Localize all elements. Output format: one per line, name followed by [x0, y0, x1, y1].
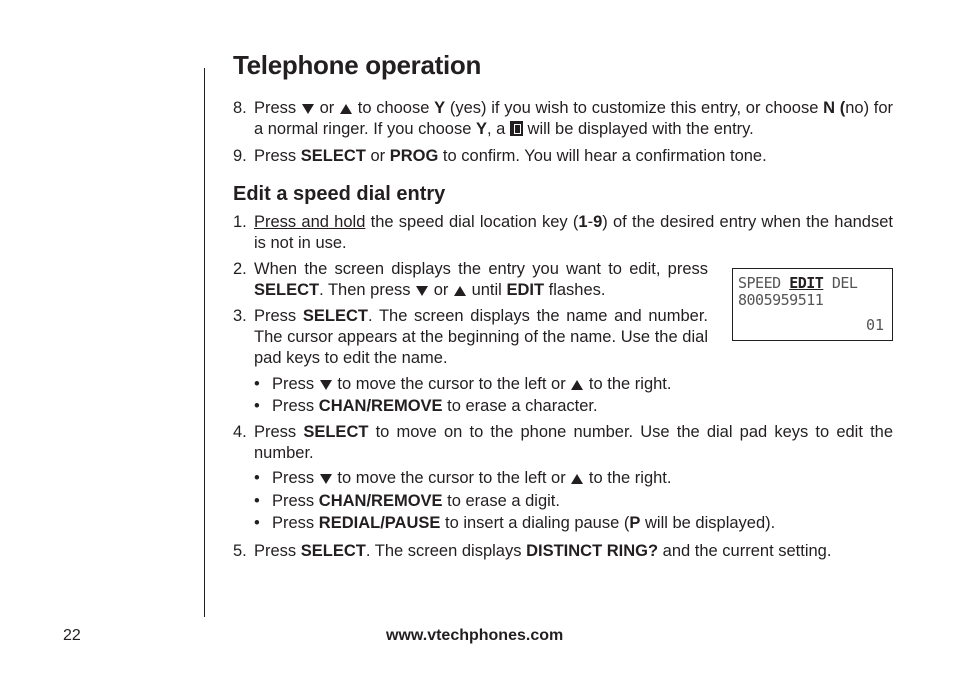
footer-url: www.vtechphones.com: [386, 627, 564, 644]
step-text: When the screen displays the entry you want to edit, press SELECT. Then press or until EDIT flashes.: [254, 260, 708, 299]
step-number: 5.: [233, 542, 247, 560]
margin-rule: [204, 68, 205, 617]
lcd-entry-number: 01: [865, 316, 884, 334]
lcd-edit-highlight: EDIT: [789, 274, 824, 292]
up-arrow-icon: [340, 104, 352, 114]
down-arrow-icon: [320, 474, 332, 484]
lcd-number: 8005959511: [738, 291, 824, 309]
down-arrow-icon: [416, 286, 428, 296]
step-number: 1.: [233, 213, 247, 231]
step-text: Press SELECT. The screen displays DISTINCT RING? and the current setting.: [254, 542, 832, 560]
step-text: Press and hold the speed dial location key (1-9) of the desired entry when the handset is not in use.: [254, 213, 893, 252]
ringer-icon: [510, 121, 523, 136]
page-number: 22: [63, 627, 81, 644]
down-arrow-icon: [320, 380, 332, 390]
step-number: 4.: [233, 423, 247, 441]
step-number: 3.: [233, 307, 247, 325]
down-arrow-icon: [302, 104, 314, 114]
step-number: 8.: [233, 99, 247, 117]
lcd-menu-line: SPEED EDIT DEL: [738, 274, 858, 292]
lcd-screen: [732, 268, 893, 341]
up-arrow-icon: [571, 380, 583, 390]
step-number: 2.: [233, 260, 247, 278]
page-title: Telephone operation: [233, 50, 482, 80]
step-number: 9.: [233, 147, 247, 165]
up-arrow-icon: [571, 474, 583, 484]
section-heading: Edit a speed dial entry: [233, 183, 446, 205]
step-text: Press SELECT or PROG to confirm. You will hear a confirmation tone.: [254, 147, 767, 165]
step-text: Press SELECT to move on to the phone number. Use the dial pad keys to edit the number.: [254, 423, 894, 462]
up-arrow-icon: [454, 286, 466, 296]
step-text: Press or to choose Y (yes) if you wish to customize this entry, or choose N (no) for a normal ringer. If you choose Y, a will be displayed with the entry.: [254, 99, 894, 138]
step-text: Press SELECT. The screen displays the name and number. The cursor appears at the beginning of the name. Use the dial pad keys to edit the name.: [254, 307, 708, 367]
